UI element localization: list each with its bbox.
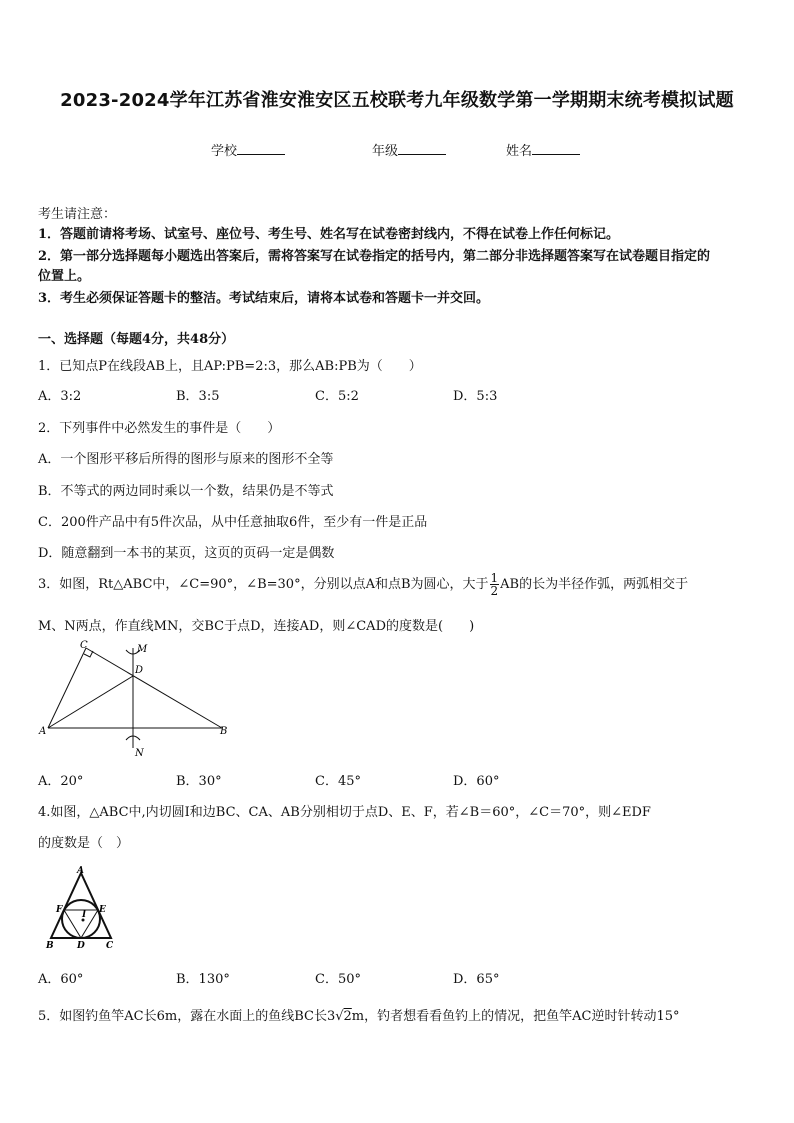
q3-option-b[interactable]: B．30° xyxy=(176,774,222,789)
q3-side-cb xyxy=(86,648,222,728)
q3-stem-line1 xyxy=(38,572,688,597)
q4-label-c: C xyxy=(106,941,114,950)
q3-label-n: N xyxy=(135,748,144,759)
q4-label-a: A xyxy=(77,866,84,876)
q4-label-d: D xyxy=(77,941,85,950)
q4-stem-b: 的度数是（ ） xyxy=(38,836,130,851)
q3-label-m: M xyxy=(137,644,148,655)
q2-option-d[interactable]: D．随意翻到一本书的某页，这页的页码一定是偶数 xyxy=(38,546,335,561)
q4-figure xyxy=(44,862,120,950)
q3-figure xyxy=(36,640,236,760)
q4-stem-a: 4.如图，△ABC中,内切圆I和边BC、CA、AB分别相切于点D、E、F，若∠B＝60°，∠C＝70°，则∠EDF xyxy=(38,805,651,820)
notice-item-2-cont: 位置上。 xyxy=(38,269,91,284)
q1-option-a[interactable]: A．3:2 xyxy=(38,389,82,404)
name-label: 姓名 xyxy=(506,144,533,159)
grade-blank[interactable] xyxy=(398,142,446,155)
section-heading: 一、选择题（每题4分，共48分） xyxy=(38,332,235,347)
q5-stem-a: 5．如图钓鱼竿AC长6m，露在水面上的鱼线BC长3 xyxy=(38,1009,336,1024)
q4-option-d[interactable]: D．65° xyxy=(453,972,500,987)
grade-field xyxy=(372,140,446,159)
name-blank[interactable] xyxy=(532,142,580,155)
school-field xyxy=(211,140,285,159)
q3-stem-c: M、N两点，作直线MN，交BC于点D，连接AD，则∠CAD的度数是( ) xyxy=(38,619,475,634)
q3-label-c: C xyxy=(80,640,88,651)
school-blank[interactable] xyxy=(237,142,285,155)
q2-option-c[interactable]: C．200件产品中有5件次品，从中任意抽取6件，至少有一件是正品 xyxy=(38,515,428,530)
name-field xyxy=(506,140,580,159)
q2-option-b[interactable]: B．不等式的两边同时乘以一个数，结果仍是不等式 xyxy=(38,484,334,499)
q3-stem-a: 3．如图，Rt△ABC中，∠C=90°，∠B=30°，分别以点A和点B为圆心，大于 xyxy=(38,577,489,592)
q3-stem-b: AB的长为半径作弧，两弧相交于 xyxy=(500,577,689,592)
q4-label-b: B xyxy=(46,941,54,950)
q5-stem xyxy=(38,1005,680,1024)
q4-label-i: I xyxy=(82,910,87,920)
notice-heading: 考生请注意： xyxy=(38,207,117,222)
q3-label-d: D xyxy=(135,665,144,676)
q4-label-f: F xyxy=(56,905,63,915)
q3-label-a: A xyxy=(39,726,47,737)
q4-segment-fd xyxy=(64,910,81,938)
q1-option-b[interactable]: B．3:5 xyxy=(176,389,220,404)
q3-frac-num: 1 xyxy=(490,571,499,585)
grade-label: 年级 xyxy=(372,144,399,159)
notice-item-2: 2．第一部分选择题每小题选出答案后，需将答案写在试卷指定的括号内，第二部分非选择题答案写在试卷题目指定的 xyxy=(38,249,711,264)
q5-sqrt xyxy=(335,1009,352,1024)
q4-option-a[interactable]: A．60° xyxy=(38,972,84,987)
q2-option-a[interactable]: A．一个图形平移后所得的图形与原来的图形不全等 xyxy=(38,452,334,467)
q4-incircle xyxy=(62,900,100,938)
q1-option-c[interactable]: C．5:2 xyxy=(315,389,359,404)
sqrt-icon: √ xyxy=(335,1009,344,1024)
q1-stem: 1．已知点P在线段AB上，且AP:PB=2:3，那么AB:PB为（ ） xyxy=(38,359,422,374)
q4-option-c[interactable]: C．50° xyxy=(315,972,361,987)
q1-option-d[interactable]: D．5:3 xyxy=(453,389,498,404)
q2-stem: 2．下列事件中必然发生的事件是（ ） xyxy=(38,421,281,436)
notice-item-1: 1．答题前请将考场、试室号、座位号、考生号、姓名写在试卷密封线内，不得在试卷上作任何标记。 xyxy=(38,227,620,242)
school-label: 学校 xyxy=(211,144,238,159)
q3-option-c[interactable]: C．45° xyxy=(315,774,361,789)
q4-label-e: E xyxy=(99,905,106,915)
q3-frac-den: 2 xyxy=(490,584,499,598)
q3-option-a[interactable]: A．20° xyxy=(38,774,84,789)
notice-item-3: 3．考生必须保证答题卡的整洁。考试结束后，请将本试卷和答题卡一并交回。 xyxy=(38,291,490,306)
q3-label-b: B xyxy=(220,726,228,737)
page-title: 2023-2024学年江苏省淮安淮安区五校联考九年级数学第一学期期末统考模拟试题 xyxy=(60,90,734,111)
q5-sqrt-value: 2 xyxy=(343,1009,352,1024)
q5-stem-b: m，钓者想看看鱼钓上的情况，把鱼竿AC逆时针转动15° xyxy=(351,1009,680,1024)
q3-fraction xyxy=(490,572,500,597)
q3-option-d[interactable]: D．60° xyxy=(453,774,500,789)
q4-option-b[interactable]: B．130° xyxy=(176,972,230,987)
